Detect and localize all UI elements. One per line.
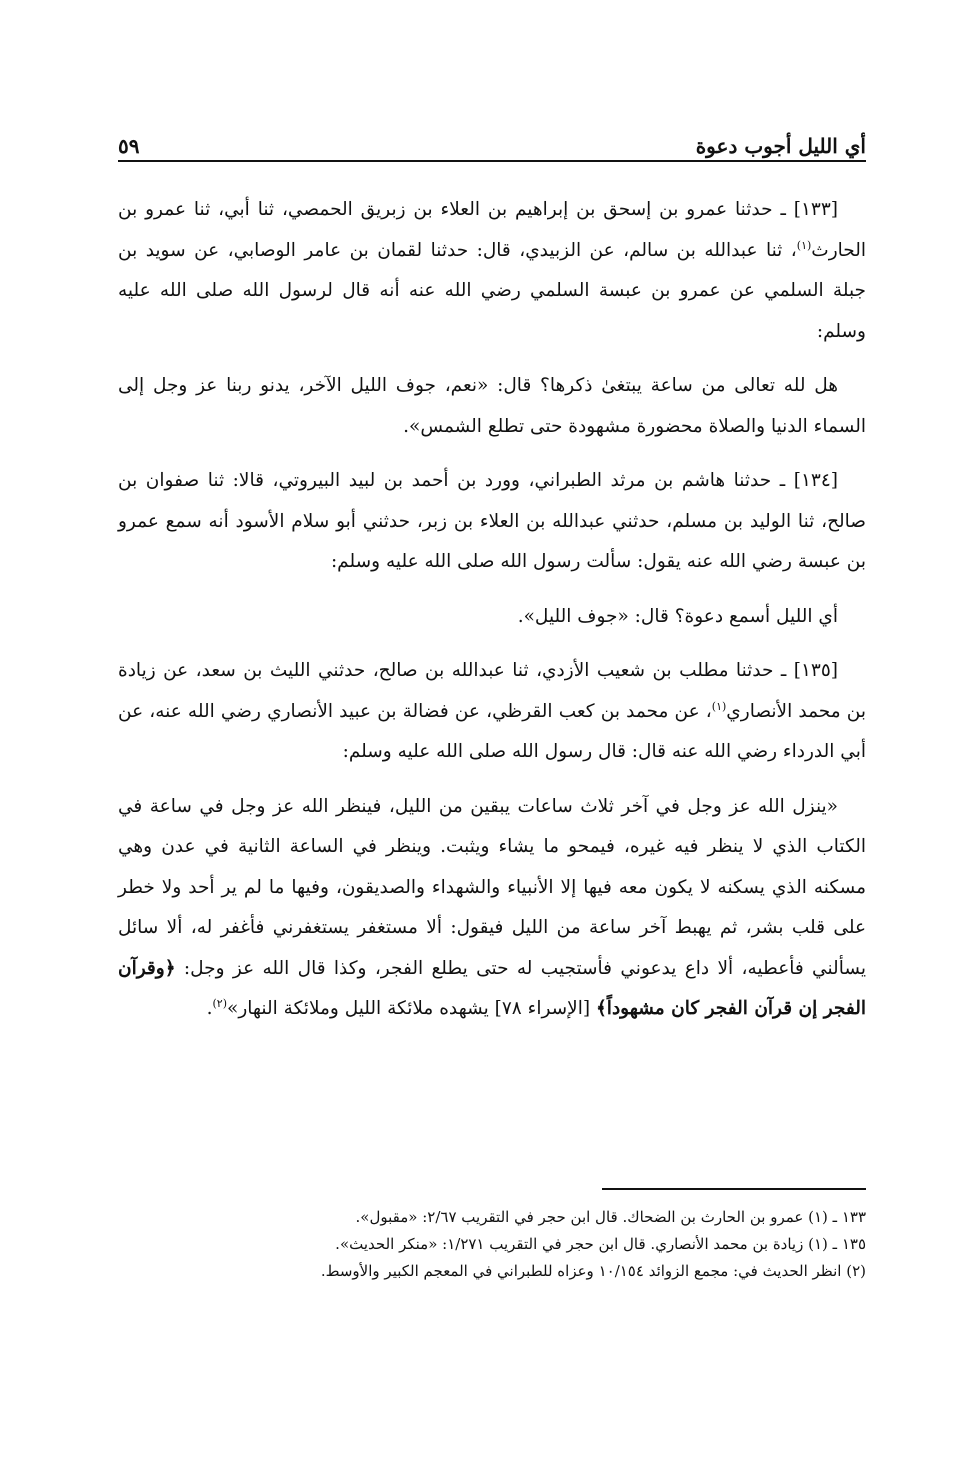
hadith-135-matn-text: «ينزل الله عز وجل في آخر ثلاث ساعات يبقين من الليل، فينظر الله عز وجل في ساعة في الكتاب الذي لا ينظر فيه غيره، فيمحو ما يشاء ويثبت. وينظر في الساعة الثانية في عدن وهي مسكنه الذي يسكنه لا يكون معه فيها إلا الأنبياء والشهداء والصديقون، وفيها ما لم ير أحد ولا خطر على قلب بشر، ثم يهبط آخر ساعة من الليل فيقول: ألا مستغفر يستغفرني فأغفر له، ألا سائل يسألني فأعطيه، ألا داع يدعوني فأستجيب له حتى يطلع الفجر، وكذا قال الله عز وجل: bbox=[118, 795, 866, 979]
hadith-135-matn-end: . bbox=[206, 998, 213, 1019]
header-rule bbox=[118, 160, 866, 162]
footnote-rule bbox=[602, 1188, 866, 1190]
footnote-2: (٢) انظر الحديث في: مجمع الزوائد ١٠/١٥٤ وعزاه للطبراني في المعجم الكبير والأوسط. bbox=[320, 1262, 866, 1280]
hadith-135-text: [١٣٥] ـ حدثنا مطلب بن شعيب الأزدي، ثنا عبدالله بن صالح، حدثني الليث بن سعد، عن زيادة بن محمد الأنصاري bbox=[118, 660, 866, 722]
footnote-marker-135: (١) bbox=[711, 699, 727, 713]
hadith-135-matn-after: [الإسراء ٧٨] يشهده ملائكة الليل وملائكة النهار» bbox=[227, 998, 596, 1019]
hadith-135-matn bbox=[118, 787, 866, 1030]
page-header bbox=[118, 118, 866, 158]
quran-verse: ﴿وقرآن الفجر إن قرآن الفجر كان مشهوداً﴾ bbox=[118, 957, 866, 1019]
hadith-135-isnad bbox=[118, 651, 866, 773]
hadith-133-matn: هل لله تعالى من ساعة يبتغىٰ ذكرها؟ قال: «نعم، جوف الليل الآخر، يدنو ربنا عز وجل إلى السماء الدنيا والصلاة محضورة مشهودة حتى تطلع الشمس». bbox=[118, 375, 866, 437]
hadith-133-text: [١٣٣] ـ حدثنا عمرو بن إسحق بن إبراهيم بن العلاء بن زبريق الحمصي، ثنا أبي، ثنا عمرو بن الحارث bbox=[118, 199, 866, 261]
hadith-134-matn: أي الليل أسمع دعوة؟ قال: «جوف الليل». bbox=[517, 605, 838, 627]
hadith-134-isnad: [١٣٤] ـ حدثنا هاشم بن مرثد الطبراني، وورد بن أحمد بن لبيد البيروتي، قالا: ثنا صفوان بن صالح، ثنا الوليد بن مسلم، حدثني عبدالله بن العلاء بن زبر، حدثني أبو سلام الأسود أنه سمع عمرو بن عبسة رضي الله عنه يقول: سألت رسول الله صلى الله عليه وسلم: bbox=[118, 470, 866, 572]
page-body bbox=[118, 190, 866, 1044]
hadith-133-isnad bbox=[118, 190, 866, 352]
page-number: ٥٩ bbox=[118, 134, 140, 158]
hadith-133-text-rest: ، ثنا عبدالله بن سالم، عن الزبيدي، قال: حدثنا لقمان بن عامر الوصابي، عن سويد بن جبلة السلمي عن عمرو بن عبسة السلمي رضي الله عنه أنه قال لرسول الله صلى الله عليه وسلم: bbox=[118, 239, 866, 342]
footnotes bbox=[118, 1204, 866, 1285]
footnote-133: ١٣٣ ـ (١) عمرو بن الحارث بن الضحاك. قال ابن حجر في التقريب ٢/٦٧: «مقبول». bbox=[355, 1208, 866, 1226]
footnote-marker-133: (١) bbox=[796, 238, 812, 252]
footnote-135: ١٣٥ ـ (١) زيادة بن محمد الأنصاري. قال ابن حجر في التقريب ١/٢٧١: «منكر الحديث». bbox=[335, 1235, 866, 1253]
hadith-135-text-rest: ، عن محمد بن كعب القرظي، عن فضالة بن عبيد الأنصاري رضي الله عنه، عن أبي الدرداء رضي الله عنه قال: قال رسول الله صلى الله عليه وسلم: bbox=[118, 700, 866, 762]
running-title: أي الليل أجوب دعوة bbox=[695, 134, 866, 158]
footnote-marker-2: (٢) bbox=[212, 996, 227, 1010]
